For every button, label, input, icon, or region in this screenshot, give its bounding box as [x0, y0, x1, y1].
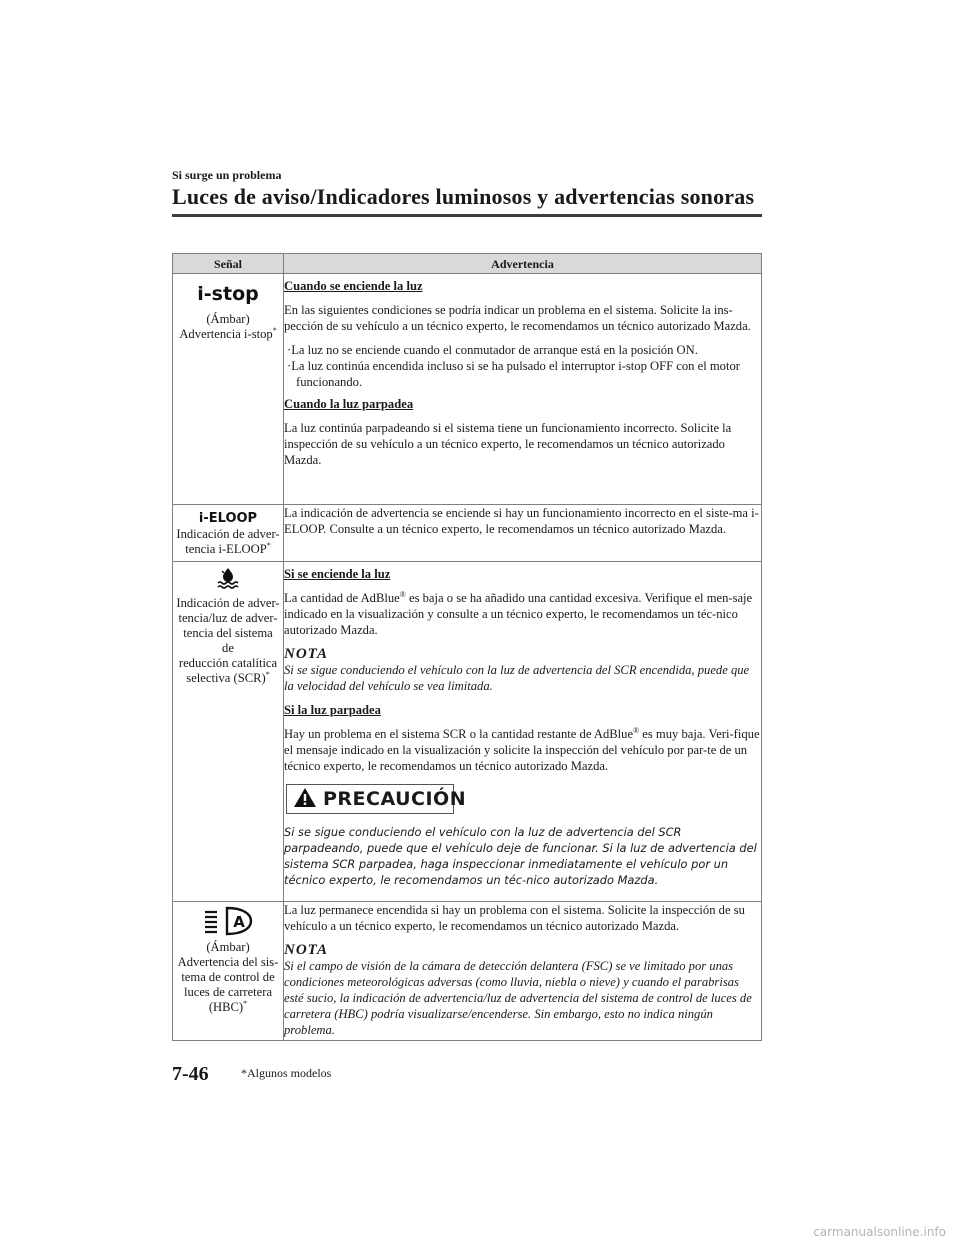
signal-label: selectiva (SCR) — [186, 671, 266, 685]
signal-cell — [173, 562, 284, 902]
signal-label: (Ámbar) — [206, 940, 250, 954]
warning-table — [172, 253, 762, 1041]
signal-label: Advertencia i-stop — [179, 327, 273, 341]
paragraph: La luz permanece encendida si hay un problema con el sistema. Solicite la inspección de su vehículo a un técnico experto, le recomendamos un técnico autorizado Mazda. — [284, 903, 745, 933]
paragraph — [284, 726, 761, 774]
list-item: ·La luz no se enciende cuando el conmutador de arranque está en la posición ON. — [287, 343, 698, 357]
section-heading: Si la luz parpadea — [284, 703, 381, 717]
caution-text: Si se sigue conduciendo el vehículo con la luz de advertencia del SCR parpadeando, puede que el vehículo deje de funcionar. Si la luz de advertencia del sistema SCR parpadea, haga inspeccionar inmediatamente el vehículo por un técnico experto, le recomendamos un téc-nico autorizado Mazda. — [284, 825, 757, 887]
list-item-text: La luz continúa encendida incluso si se ha pulsado el interruptor i-stop OFF con el motor funcionando. — [291, 359, 740, 389]
watermark: carmanualsonline.info — [813, 1225, 946, 1239]
i-stop-icon — [197, 282, 259, 306]
note-text: Si se sigue conduciendo el vehículo con la luz de advertencia del SCR encendida, puede que la velocidad del vehículo se vea limitada. — [284, 663, 750, 693]
signal-label: tema de control de — [181, 970, 275, 984]
section-heading: Cuando se enciende la luz — [284, 279, 423, 293]
signal-cell — [173, 505, 284, 562]
registered-mark: ® — [399, 589, 406, 599]
paragraph: La indicación de advertencia se enciende si hay un funcionamiento incorrecto en el siste-ma i-ELOOP. Consulte a un técnico experto, le recomendamos un técnico autorizado Mazda. — [284, 506, 759, 536]
note-text: Si el campo de visión de la cámara de detección delantera (FSC) se ve limitado por unas condiciones meteorológicas adversas (como lluvia, niebla o nieve) y cuando el parabrisas esté sucio, la indicación de advertencia/luz de advertencia del sistema de control de luces de carretera (HBC) podría visualizarse/encenderse. Sin embargo, esto no indica ningún problema. — [284, 959, 752, 1037]
table-row — [173, 562, 762, 902]
note-title: NOTA — [284, 646, 329, 662]
footnote-marker: * — [266, 540, 271, 550]
signal-label: Indicación de adver- — [176, 527, 280, 541]
warning-cell — [284, 562, 762, 902]
warning-cell — [284, 505, 762, 562]
warning-cell — [284, 902, 762, 1041]
signal-label: luces de carretera — [183, 985, 273, 999]
paragraph-text: es baja o se ha añadido una cantidad excesiva. Verifique el men-saje indicado en la visualización y consulte a un técnico experto, le recomendamos un téc-nico autorizado Mazda. — [284, 591, 753, 637]
scr-icon — [215, 566, 241, 592]
signal-label: Advertencia del sis- — [177, 955, 279, 969]
table-row — [173, 902, 762, 1041]
note-title: NOTA — [284, 942, 329, 958]
signal-label-line — [176, 327, 280, 342]
signal-cell — [173, 902, 284, 1041]
list-item-text: La luz no se enciende cuando el conmutador de arranque está en la posición ON. — [291, 343, 698, 357]
paragraph-text: es muy baja. Veri-fique el mensaje indicado en la visualización y solicite la inspección del vehículo por par-te de un técnico experto, le recomendamos un técnico autorizado Mazda. — [284, 727, 760, 773]
paragraph — [284, 590, 761, 638]
footnote-marker: * — [272, 325, 277, 335]
footnote-marker: * — [265, 669, 270, 679]
signal-label: tencia/luz de adver- — [178, 611, 278, 625]
page-number: 7-46 — [172, 1063, 209, 1085]
footnote: *Algunos modelos — [241, 1066, 332, 1080]
list-item: ·La luz continúa encendida incluso si se ha pulsado el interruptor i-stop OFF con el motor funcionando. — [287, 359, 740, 389]
signal-label: (HBC) — [208, 1000, 244, 1014]
high-beam-control-icon — [203, 906, 253, 936]
paragraph: En las siguientes condiciones se podría indicar un problema en el sistema. Solicite la ins-pección de su vehículo a un técnico experto, le recomendamos un técnico autorizado Mazda. — [284, 303, 751, 333]
table-row — [173, 505, 762, 562]
section-heading: Si se enciende la luz — [284, 567, 391, 581]
registered-mark: ® — [633, 725, 640, 735]
signal-label: tencia del sistema de — [183, 626, 273, 655]
caution-box — [286, 784, 467, 814]
caution-label: PRECAUCIÓN — [323, 788, 467, 810]
signal-label: Indicación de adver- — [176, 596, 280, 610]
signal-label-line — [176, 671, 280, 686]
section-heading: Cuando la luz parpadea — [284, 397, 414, 411]
signal-label: reducción catalítica — [178, 656, 278, 670]
column-header-warning: Advertencia — [284, 254, 762, 274]
title-rule — [172, 214, 762, 217]
svg-text:i-ELOOP: i-ELOOP — [198, 511, 258, 526]
svg-text:A: A — [233, 913, 245, 931]
signal-cell — [173, 274, 284, 505]
signal-label: (Ámbar) — [206, 312, 250, 326]
signal-label-line — [176, 1000, 280, 1015]
paragraph: La luz continúa parpadeando si el sistema tiene un funcionamiento incorrecto. Solicite la inspección de su vehículo a un técnico experto, le recomendamos un técnico autorizado Mazda. — [284, 421, 732, 467]
column-header-signal: Señal — [173, 254, 284, 274]
section-label: Si surge un problema — [172, 168, 282, 182]
table-row — [173, 274, 762, 505]
i-eloop-icon — [198, 509, 258, 526]
signal-label: tencia i-ELOOP — [185, 542, 267, 556]
paragraph-text: Hay un problema en el sistema SCR o la cantidad restante de AdBlue — [284, 727, 634, 741]
paragraph-text: La cantidad de AdBlue — [284, 591, 400, 605]
warning-triangle-icon — [293, 787, 317, 812]
signal-label-line — [176, 542, 280, 557]
page-title: Luces de aviso/Indicadores luminosos y advertencias sonoras — [172, 184, 755, 209]
svg-text:i-stop: i-stop — [197, 283, 259, 305]
footnote-marker: * — [243, 998, 248, 1008]
warning-cell — [284, 274, 762, 505]
